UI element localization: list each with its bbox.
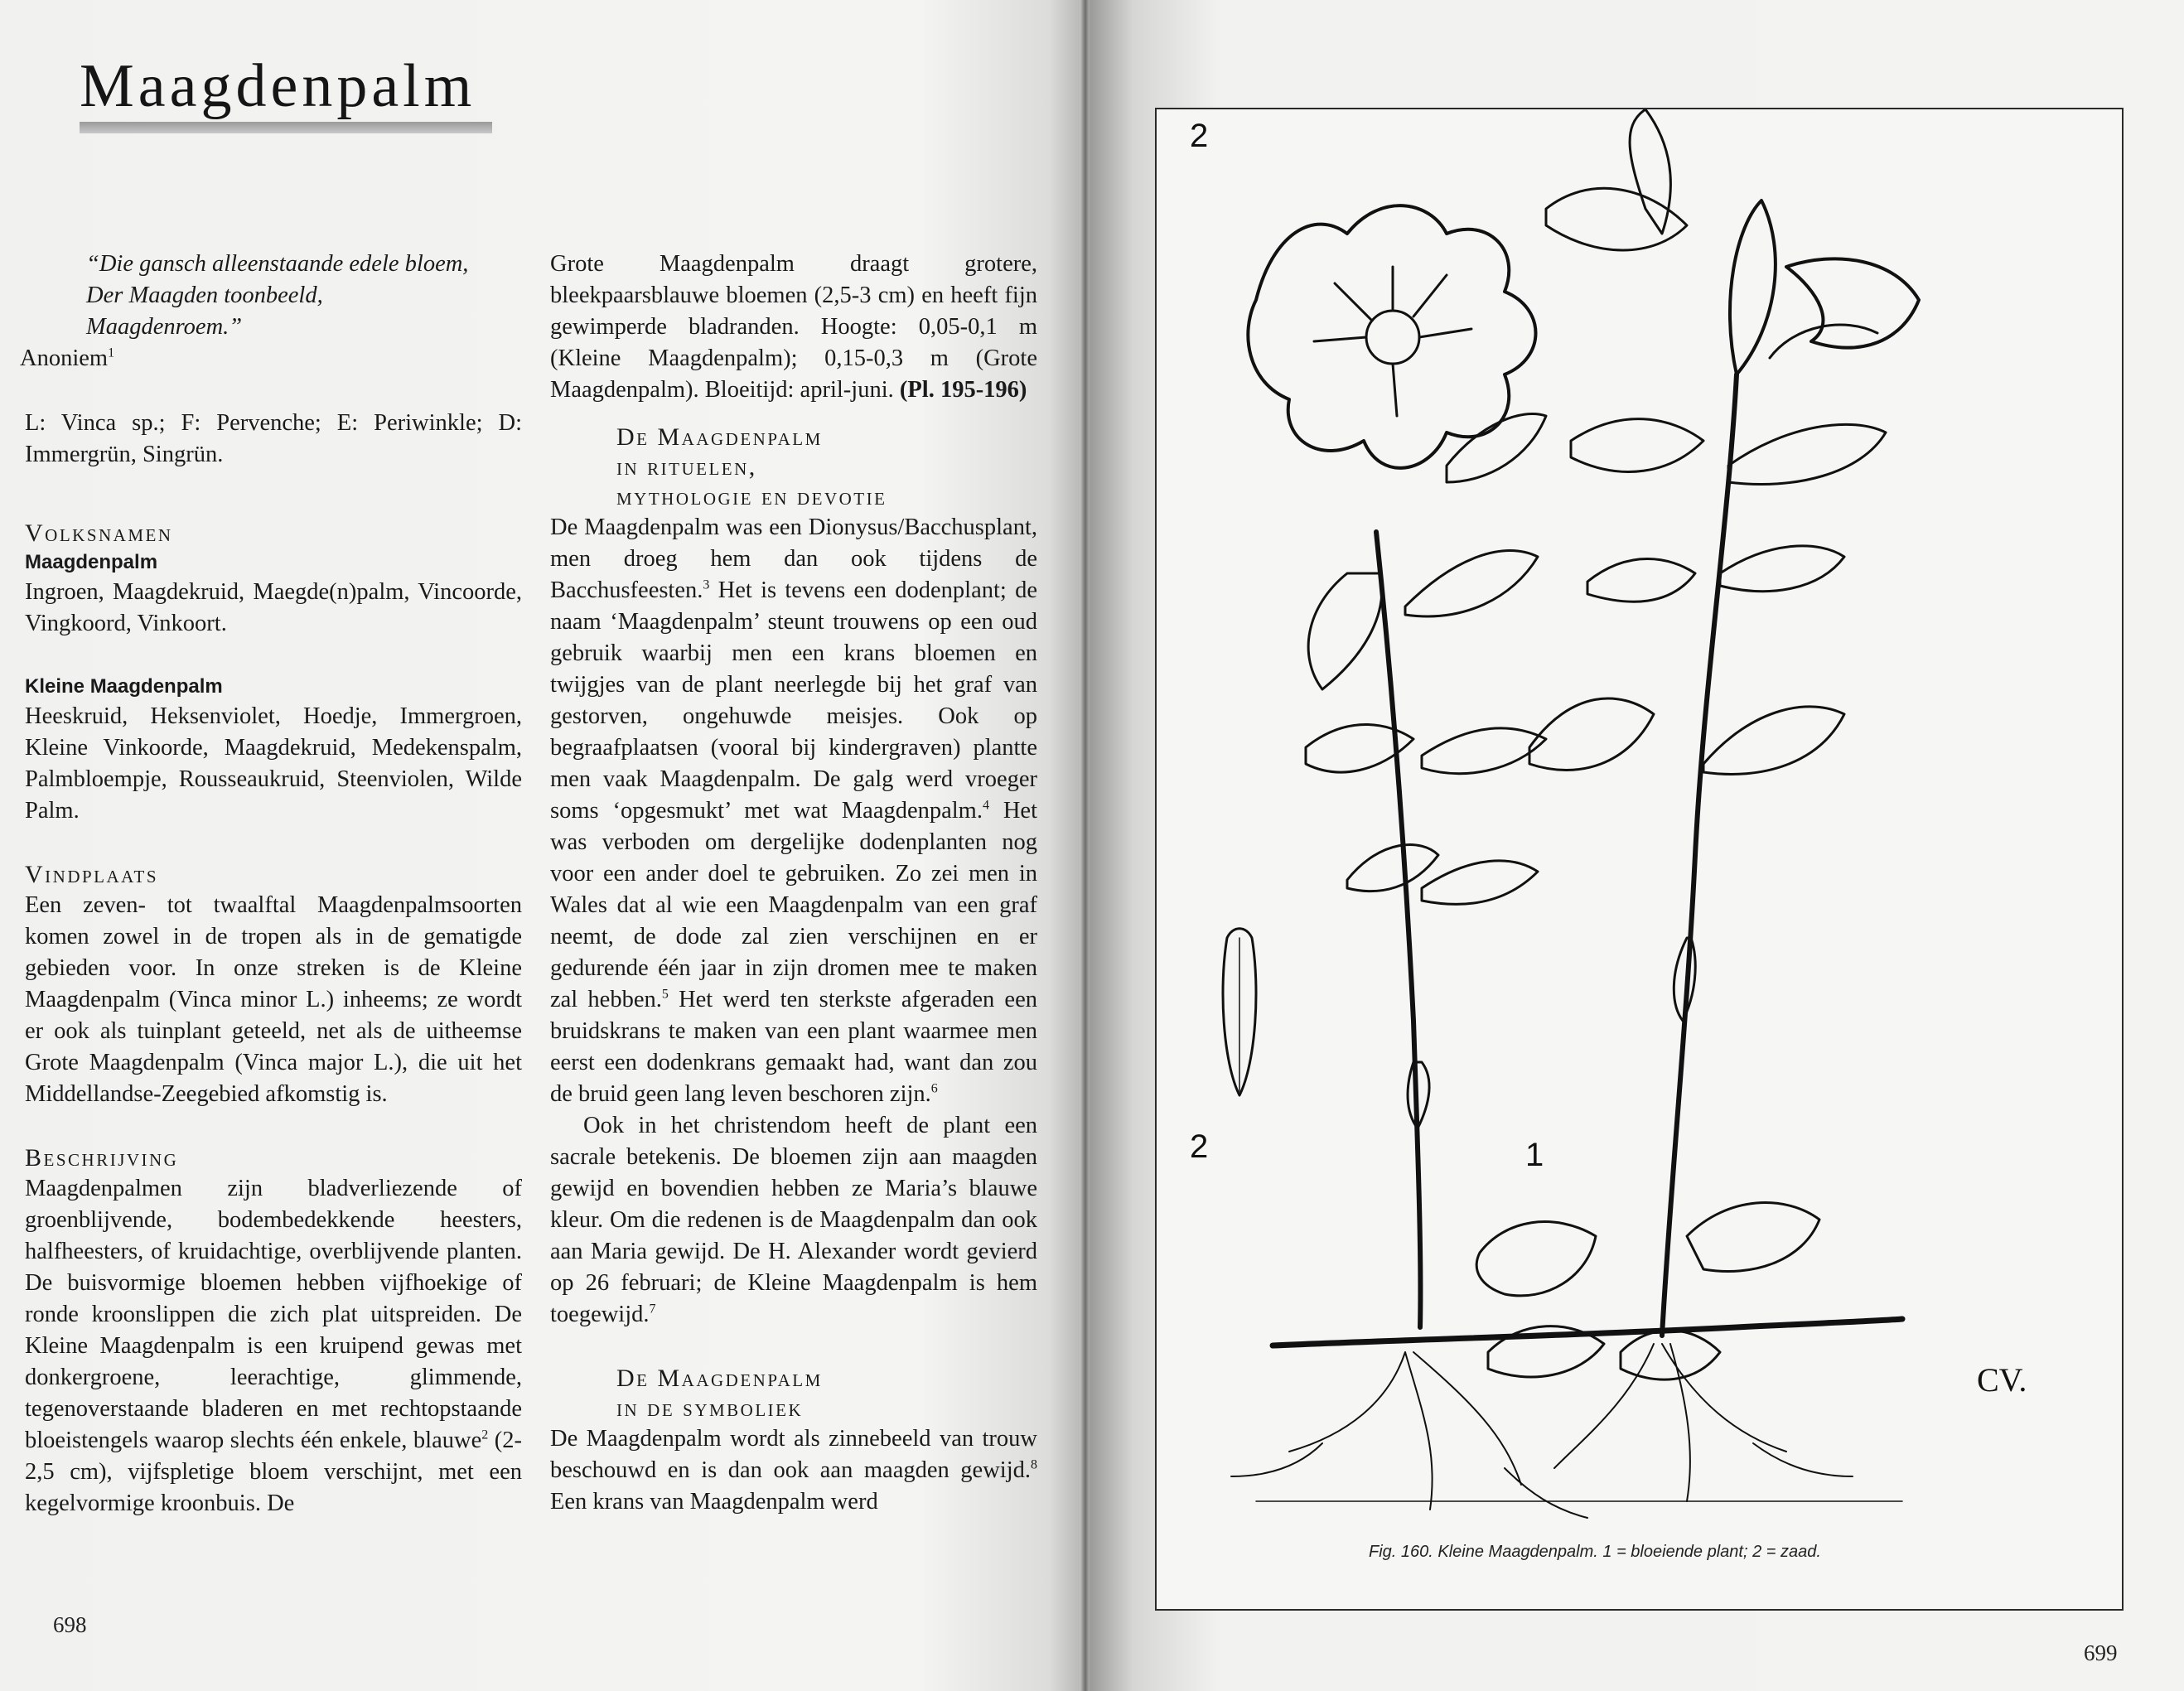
figure-frame <box>1155 108 2124 1611</box>
epigraph-attribution: Anoniem$^1$ <box>20 345 115 371</box>
volksnamen-text-2: Heeskruid, Heksenviolet, Hoedje, Immergroen, Kleine Vinkoorde, Maagdekruid, Medekenspalm, Palmbloempje, Rousseaukruid, Steenviolen, Wilde Palm. <box>25 703 522 824</box>
christendom-text: Ook in het christendom heeft de plant een sacrale betekenis. De bloemen zijn aan maagden gewijd en bovendien hebben ze Maria’s blauwe kleur. Om die redenen is de Maagdenpalm dan ook aan Maria gewijd. De H. Alexander wordt gevierd op 26 februari; de Kleine Maagdenpalm is hem toegewijd.$^7$ <box>550 1113 1037 1327</box>
footnote-ref: 1 <box>108 345 115 360</box>
subheading-maagdenpalm: Maagdenpalm <box>25 551 158 573</box>
heading-vindplaats: Vindplaats <box>25 861 159 888</box>
beschrijving-text: Maagdenpalmen zijn bladverliezende of groenblijvende, bodembedekkende heesters, halfheesters, of kruidachtige, overblijvende planten. De buisvormige bloemen hebben vijfhoekige of ronde kroonslippen die zich plat uitspreiden. De Kleine Maagdenpalm is een kruipend gewas met donkergroene, leerachtige, glimmende, tegenoverstaande bladeren en met rechtopstaande bloeistengels waarop slechts één enkele, blauwe$^2$ (2-2,5 cm), vijfspletige bloem verschijnt, met een kegelvormige kroonbuis. De <box>25 1176 522 1516</box>
figure-label-1: 1 <box>1525 1137 1544 1173</box>
epigraph-line: Der Maagden toonbeeld, <box>86 283 323 308</box>
illustrator-signature: CV. <box>1977 1361 2027 1399</box>
foreign-names: L: Vinca sp.; F: Pervenche; E: Periwinkle; D: Immergrün, Singrün. <box>25 410 522 467</box>
middle-column <box>550 249 1037 1518</box>
figure-caption: Fig. 160. Kleine Maagdenpalm. 1 = bloeiende plant; 2 = zaad. <box>1369 1543 1821 1561</box>
subheading-kleine-maagdenpalm: Kleine Maagdenpalm <box>25 675 223 698</box>
epigraph <box>86 249 522 343</box>
heading-rituelen: De Maagdenpalm in rituelen, mythologie en devotie <box>616 423 887 510</box>
page-number-left: 698 <box>53 1612 87 1637</box>
page-title: Maagdenpalm <box>80 52 476 120</box>
vindplaats-text: Een zeven- tot twaalftal Maagdenpalmsoorten komen zowel in de tropen als in de gematigde gebieden voor. In onze streken is de Kleine Maagdenpalm (Vinca minor L.) inheems; ze wordt er ook als tuinplant geteeld, net als de uitheemse Grote Maagdenpalm (Vinca major L.), die uit het Middellandse-Zeegebied afkomstig is. <box>25 892 522 1107</box>
heading-beschrijving: Beschrijving <box>25 1144 179 1172</box>
volksnamen-text-1: Ingroen, Maagdekruid, Maegde(n)palm, Vincoorde, Vingkoord, Vinkoort. <box>25 579 522 636</box>
figure-label-2: 2 <box>1190 1128 1209 1165</box>
footnote-ref: 2 <box>481 1428 489 1442</box>
grote-maagdenpalm-text: Grote Maagdenpalm draagt grotere, bleekpaarsblauwe bloemen (2,5-3 cm) en heeft fijn gewimperde bladranden. Hoogte: 0,05-0,1 m (Kleine Maagdenpalm); 0,15-0,3 m (Grote Maagdenpalm). Bloeitijd: april-juni. (Pl. 195-196) <box>550 251 1037 403</box>
figure-label-2-top: 2 <box>1190 118 1209 154</box>
plate-reference: (Pl. 195-196) <box>899 377 1027 403</box>
left-column <box>20 249 522 1519</box>
rituelen-text: De Maagdenpalm was een Dionysus/Bacchusplant, men droeg hem dan ook tijdens de Bacchusfeesten.$^3$ Het is tevens een dodenplant; de naam ‘Maagdenpalm’ steunt trouwens op een oud gebruik waarbij men een krans bloemen en twijgjes van de plant neerlegde bij het graf van gestorven, ongehuwde meisjes. Ook op begraafplaatsen (vooral bij kindergraven) plantte men vaak Maagdenpalm. De galg werd vroeger soms ‘opgesmukt’ met wat Maagdenpalm.$^4$ Het was verboden om dergelijke dodenplanten nog voor een ander doel te gebruiken. Zo zei men in Wales dat al wie een Maagdenpalm van een graf neemt, de dode zal zien verschijnen en er gedurende één jaar in zijn dromen mee te maken zal hebben.$^5$ Het werd ten sterkste afgeraden een bruidskrans te maken van een plant waarmee men eerst een dodenkrans gemaakt had, want dan zou de bruid geen lang leven beschoren zijn.$^6$ <box>550 515 1037 1107</box>
heading-symboliek: De Maagdenpalm in de symboliek <box>616 1365 823 1422</box>
heading-volksnamen: Volksnamen <box>25 519 173 547</box>
symboliek-text: De Maagdenpalm wordt als zinnebeeld van trouw beschouwd en is dan ook aan maagden gewijd.$^8$ Een krans van Maagdenpalm werd <box>550 1426 1037 1515</box>
title-rule <box>80 122 492 133</box>
page-number-right: 699 <box>2084 1640 2118 1665</box>
epigraph-line: “Die gansch alleenstaande edele bloem, <box>86 251 469 277</box>
epigraph-line: Maagdenroem.” <box>86 314 243 340</box>
